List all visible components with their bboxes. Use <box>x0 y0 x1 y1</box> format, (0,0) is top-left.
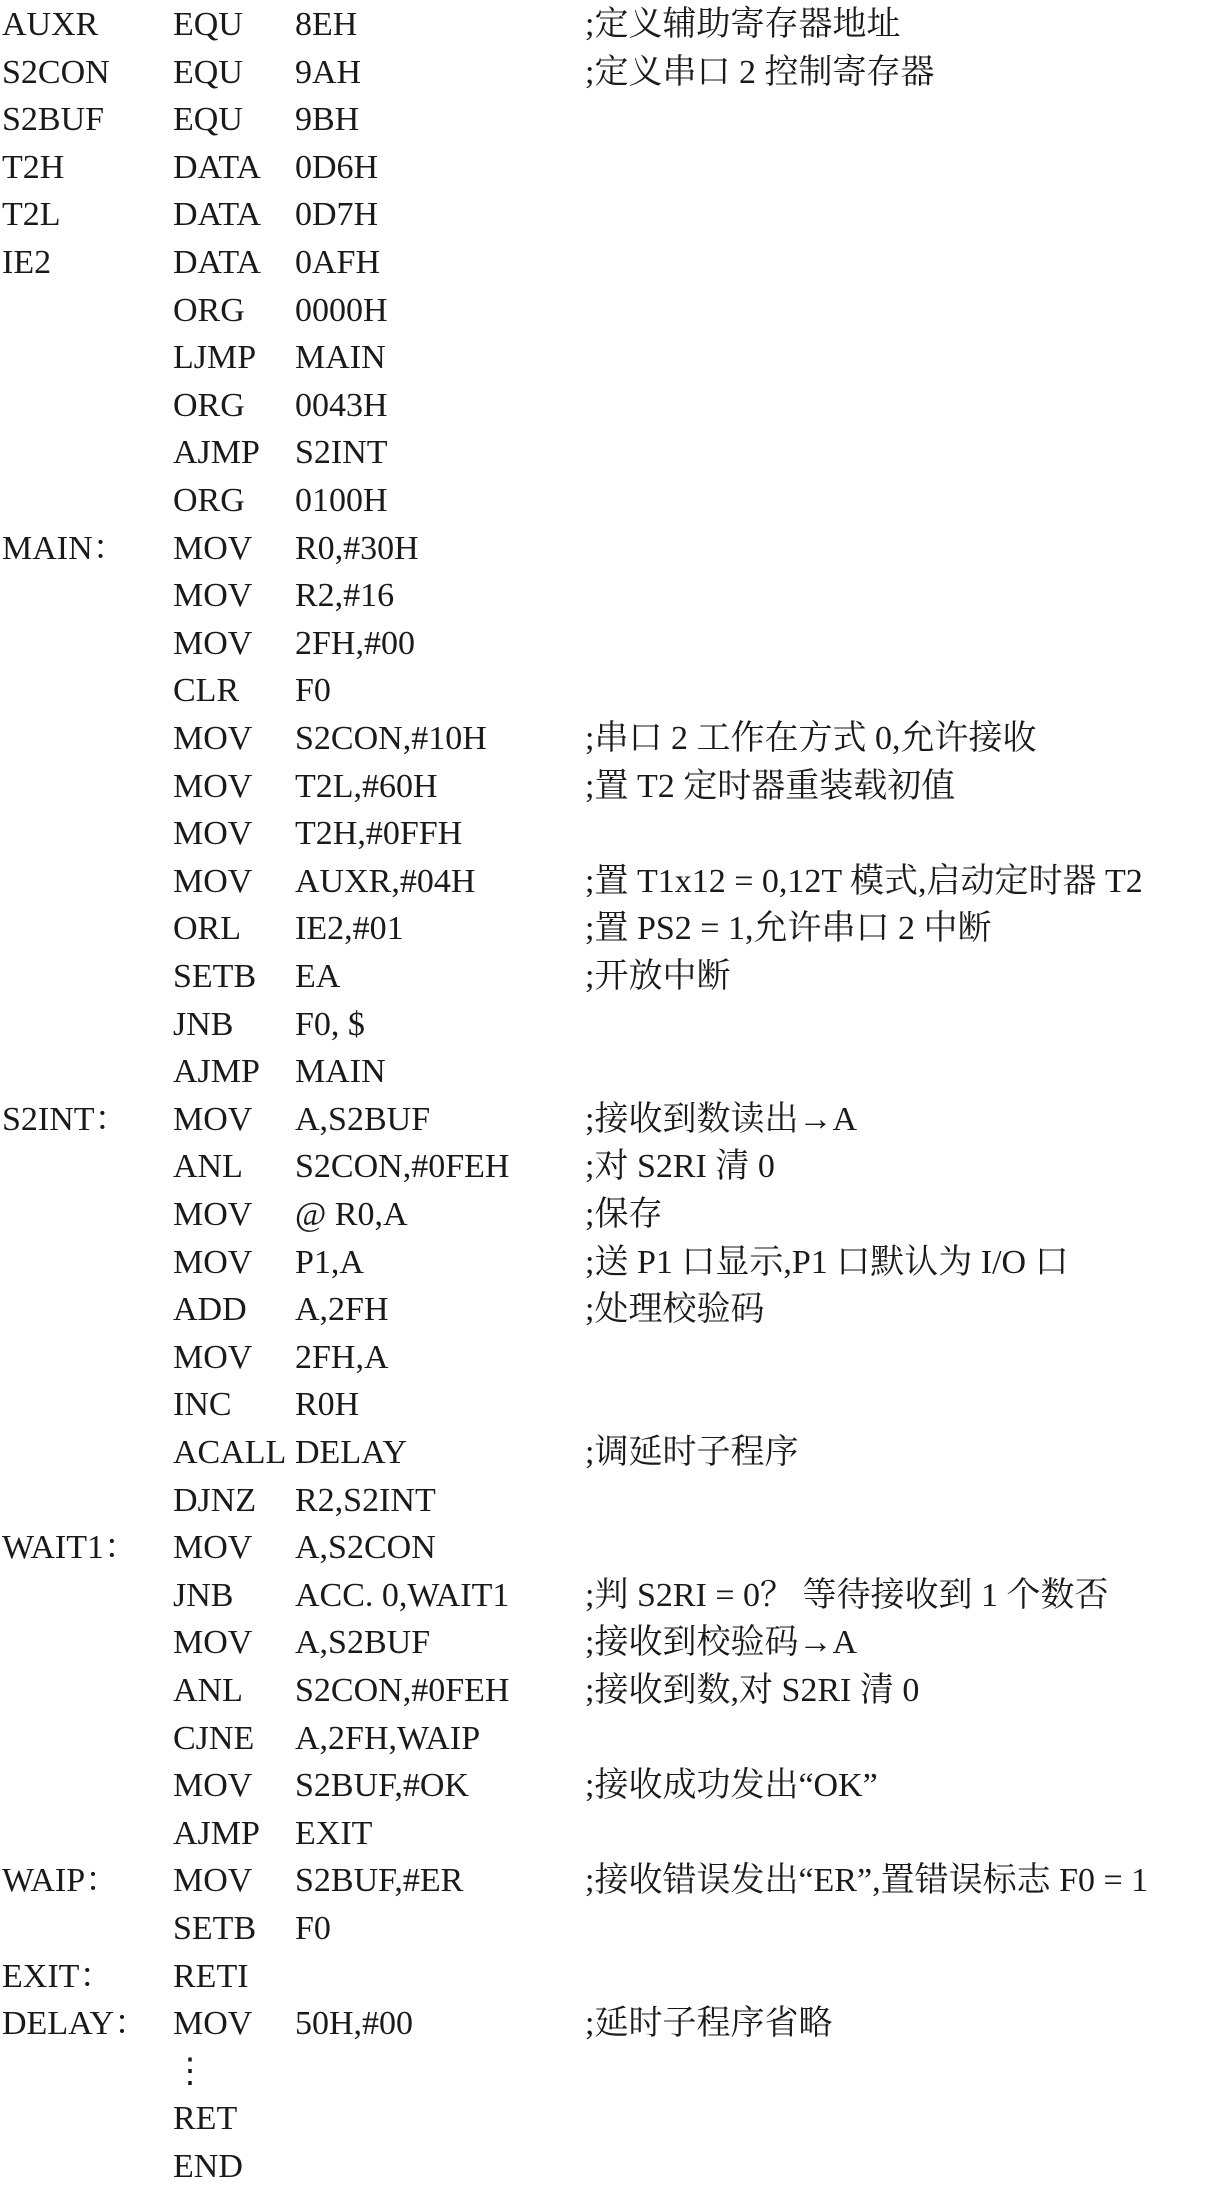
code-line <box>0 1 1228 49</box>
line-opcode: ORG <box>173 482 245 519</box>
code-line <box>0 1477 1228 1525</box>
line-opcode: AJMP <box>173 434 260 472</box>
line-operand: ACC. 0,WAIT1 <box>295 1576 510 1614</box>
code-line <box>0 49 1228 97</box>
code-line <box>0 1572 1228 1620</box>
line-operand: A,S2BUF <box>295 1100 431 1138</box>
line-operand: A,2FH <box>295 1291 389 1329</box>
line-opcode: MOV <box>173 577 253 615</box>
line-label: IE2 <box>2 244 52 281</box>
code-line <box>0 334 1228 382</box>
line-operand: T2L,#60H <box>295 767 438 805</box>
line-opcode: CJNE <box>173 1719 255 1757</box>
code-line <box>0 287 1228 335</box>
line-comment: ;延时子程序省略 <box>585 2005 833 2043</box>
line-operand: S2CON,#10H <box>295 720 487 757</box>
line-operand: A,S2CON <box>295 1529 436 1567</box>
line-opcode: RETI <box>173 1957 249 1995</box>
line-label: DELAY： <box>2 2005 149 2043</box>
line-opcode: MOV <box>173 720 253 757</box>
code-line <box>0 1143 1228 1191</box>
line-comment: ;调延时子程序 <box>585 1434 799 1471</box>
code-line <box>0 2143 1228 2191</box>
line-comment: ;接收到数,对 S2RI 清 0 <box>585 1672 920 1709</box>
code-line <box>0 715 1228 763</box>
line-operand: EXIT <box>295 1814 373 1852</box>
line-operand: F0 <box>295 1910 331 1947</box>
code-line <box>0 572 1228 620</box>
line-opcode: RET <box>173 2100 238 2138</box>
code-line <box>0 1191 1228 1239</box>
code-line <box>0 1810 1228 1858</box>
line-operand: R2,S2INT <box>295 1481 436 1519</box>
line-operand: 0000H <box>295 291 388 329</box>
line-operand: S2INT <box>295 434 388 472</box>
code-line <box>0 1048 1228 1096</box>
line-operand: A,S2BUF <box>295 1624 431 1662</box>
line-comment: ;接收到校验码→A <box>585 1624 857 1662</box>
line-operand: 8EH <box>295 6 358 43</box>
code-line <box>0 1715 1228 1763</box>
code-line <box>0 1096 1228 1144</box>
line-opcode: ORG <box>173 291 245 329</box>
line-opcode: ADD <box>173 1291 247 1329</box>
line-operand: R0H <box>295 1386 360 1424</box>
line-comment: ;置 PS2 = 1,允许串口 2 中断 <box>585 910 992 948</box>
line-operand: IE2,#01 <box>295 910 404 948</box>
code-line <box>0 239 1228 287</box>
line-comment: ;接收到数读出→A <box>585 1100 857 1138</box>
code-line <box>0 763 1228 811</box>
line-opcode: AJMP <box>173 1053 260 1091</box>
line-opcode: SETB <box>173 958 257 995</box>
line-label: S2CON <box>2 53 110 91</box>
code-line <box>0 96 1228 144</box>
line-label: MAIN： <box>2 529 127 567</box>
line-label: EXIT： <box>2 1957 114 1995</box>
line-opcode: ANL <box>173 1148 243 1186</box>
line-operand: P1,A <box>295 1243 364 1281</box>
line-opcode: MOV <box>173 815 253 853</box>
code-line <box>0 1905 1228 1953</box>
line-label: AUXR <box>2 6 99 43</box>
line-opcode: MOV <box>173 1243 253 1281</box>
line-comment: ;定义串口 2 控制寄存器 <box>585 53 935 91</box>
line-opcode: DATA <box>173 148 261 186</box>
line-comment: ;置 T1x12 = 0,12T 模式,启动定时器 T2 <box>585 862 1143 900</box>
line-operand: 0100H <box>295 482 388 519</box>
line-comment: ;置 T2 定时器重装载初值 <box>585 767 956 805</box>
line-opcode: MOV <box>173 2005 253 2043</box>
line-opcode: AJMP <box>173 1814 260 1852</box>
code-line <box>0 191 1228 239</box>
line-opcode: MOV <box>173 1767 253 1805</box>
line-opcode: JNB <box>173 1005 234 1043</box>
code-line <box>0 429 1228 477</box>
line-opcode: ORL <box>173 910 241 948</box>
line-comment: ;判 S2RI = 0？ 等待接收到 1 个数否 <box>585 1576 1109 1614</box>
line-operand: S2BUF,#ER <box>295 1862 464 1900</box>
line-opcode: DATA <box>173 196 261 234</box>
line-opcode: LJMP <box>173 339 257 377</box>
code-line <box>0 858 1228 906</box>
line-operand: MAIN <box>295 339 386 377</box>
code-line <box>0 953 1228 1001</box>
code-line <box>0 1334 1228 1382</box>
line-opcode: ANL <box>173 1672 243 1709</box>
line-opcode: MOV <box>173 1529 253 1567</box>
line-opcode: DATA <box>173 244 261 281</box>
line-opcode: MOV <box>173 529 253 567</box>
line-comment: ;接收成功发出“OK” <box>585 1767 878 1805</box>
line-opcode: SETB <box>173 1910 257 1947</box>
code-line <box>0 905 1228 953</box>
line-operand: F0, $ <box>295 1005 365 1043</box>
line-operand: 2FH,#00 <box>295 624 415 662</box>
code-line <box>0 667 1228 715</box>
code-line <box>0 1953 1228 2001</box>
line-label: WAIT1： <box>2 1529 138 1567</box>
line-opcode: EQU <box>173 101 243 139</box>
line-operand: 9BH <box>295 101 360 139</box>
line-comment: ;送 P1 口显示,P1 口默认为 I/O 口 <box>585 1243 1069 1281</box>
line-opcode: MOV <box>173 1862 253 1900</box>
line-opcode: MOV <box>173 767 253 805</box>
code-line <box>0 144 1228 192</box>
line-opcode: MOV <box>173 1100 253 1138</box>
line-operand: S2CON,#0FEH <box>295 1672 510 1709</box>
line-opcode: MOV <box>173 624 253 662</box>
line-opcode: ⋮ <box>173 2052 207 2090</box>
code-line <box>0 525 1228 573</box>
line-opcode: MOV <box>173 1196 253 1233</box>
code-line <box>0 2000 1228 2048</box>
line-operand: S2BUF,#OK <box>295 1767 469 1805</box>
line-opcode: MOV <box>173 1624 253 1662</box>
code-line <box>0 1286 1228 1334</box>
line-opcode: EQU <box>173 53 243 91</box>
code-line <box>0 620 1228 668</box>
line-opcode: JNB <box>173 1576 234 1614</box>
line-comment: ;保存 <box>585 1196 663 1233</box>
code-line <box>0 382 1228 430</box>
code-line <box>0 1429 1228 1477</box>
line-operand: A,2FH,WAIP <box>295 1719 481 1757</box>
code-line <box>0 1239 1228 1287</box>
line-operand: AUXR,#04H <box>295 862 476 900</box>
line-label: WAIP： <box>2 1862 120 1900</box>
code-line <box>0 1001 1228 1049</box>
code-line <box>0 1667 1228 1715</box>
line-opcode: END <box>173 2148 243 2185</box>
line-comment: ;定义辅助寄存器地址 <box>585 6 901 43</box>
line-operand: 50H,#00 <box>295 2005 414 2043</box>
line-operand: 2FH,A <box>295 1338 389 1376</box>
code-line <box>0 2048 1228 2096</box>
line-operand: F0 <box>295 672 331 710</box>
code-line <box>0 1857 1228 1905</box>
line-operand: MAIN <box>295 1053 386 1091</box>
line-opcode: CLR <box>173 672 240 710</box>
line-comment: ;接收错误发出“ER”,置错误标志 F0 = 1 <box>585 1862 1149 1900</box>
line-operand: S2CON,#0FEH <box>295 1148 510 1186</box>
line-operand: 9AH <box>295 53 362 91</box>
line-opcode: INC <box>173 1386 232 1424</box>
line-operand: 0D7H <box>295 196 379 234</box>
line-label: S2INT： <box>2 1100 129 1138</box>
line-comment: ;开放中断 <box>585 958 731 995</box>
line-label: S2BUF <box>2 101 105 139</box>
line-operand: DELAY <box>295 1434 408 1471</box>
line-opcode: ACALL <box>173 1434 287 1471</box>
line-opcode: EQU <box>173 6 243 43</box>
line-operand: 0D6H <box>295 148 379 186</box>
code-line <box>0 1524 1228 1572</box>
line-opcode: MOV <box>173 1338 253 1376</box>
line-operand: 0AFH <box>295 244 381 281</box>
code-line <box>0 1619 1228 1667</box>
code-line <box>0 810 1228 858</box>
line-opcode: MOV <box>173 862 253 900</box>
line-operand: T2H,#0FFH <box>295 815 463 853</box>
line-operand: EA <box>295 958 341 995</box>
line-operand: R2,#16 <box>295 577 395 615</box>
code-line <box>0 1381 1228 1429</box>
line-opcode: ORG <box>173 386 245 424</box>
line-comment: ;处理校验码 <box>585 1291 765 1329</box>
line-operand: @ R0,A <box>295 1196 408 1233</box>
line-comment: ;串口 2 工作在方式 0,允许接收 <box>585 720 1037 757</box>
code-line <box>0 477 1228 525</box>
line-comment: ;对 S2RI 清 0 <box>585 1148 775 1186</box>
code-line <box>0 1762 1228 1810</box>
line-opcode: DJNZ <box>173 1481 257 1519</box>
code-line <box>0 2095 1228 2143</box>
line-operand: 0043H <box>295 386 388 424</box>
line-label: T2L <box>2 196 61 234</box>
line-operand: R0,#30H <box>295 529 419 567</box>
line-label: T2H <box>2 148 65 186</box>
